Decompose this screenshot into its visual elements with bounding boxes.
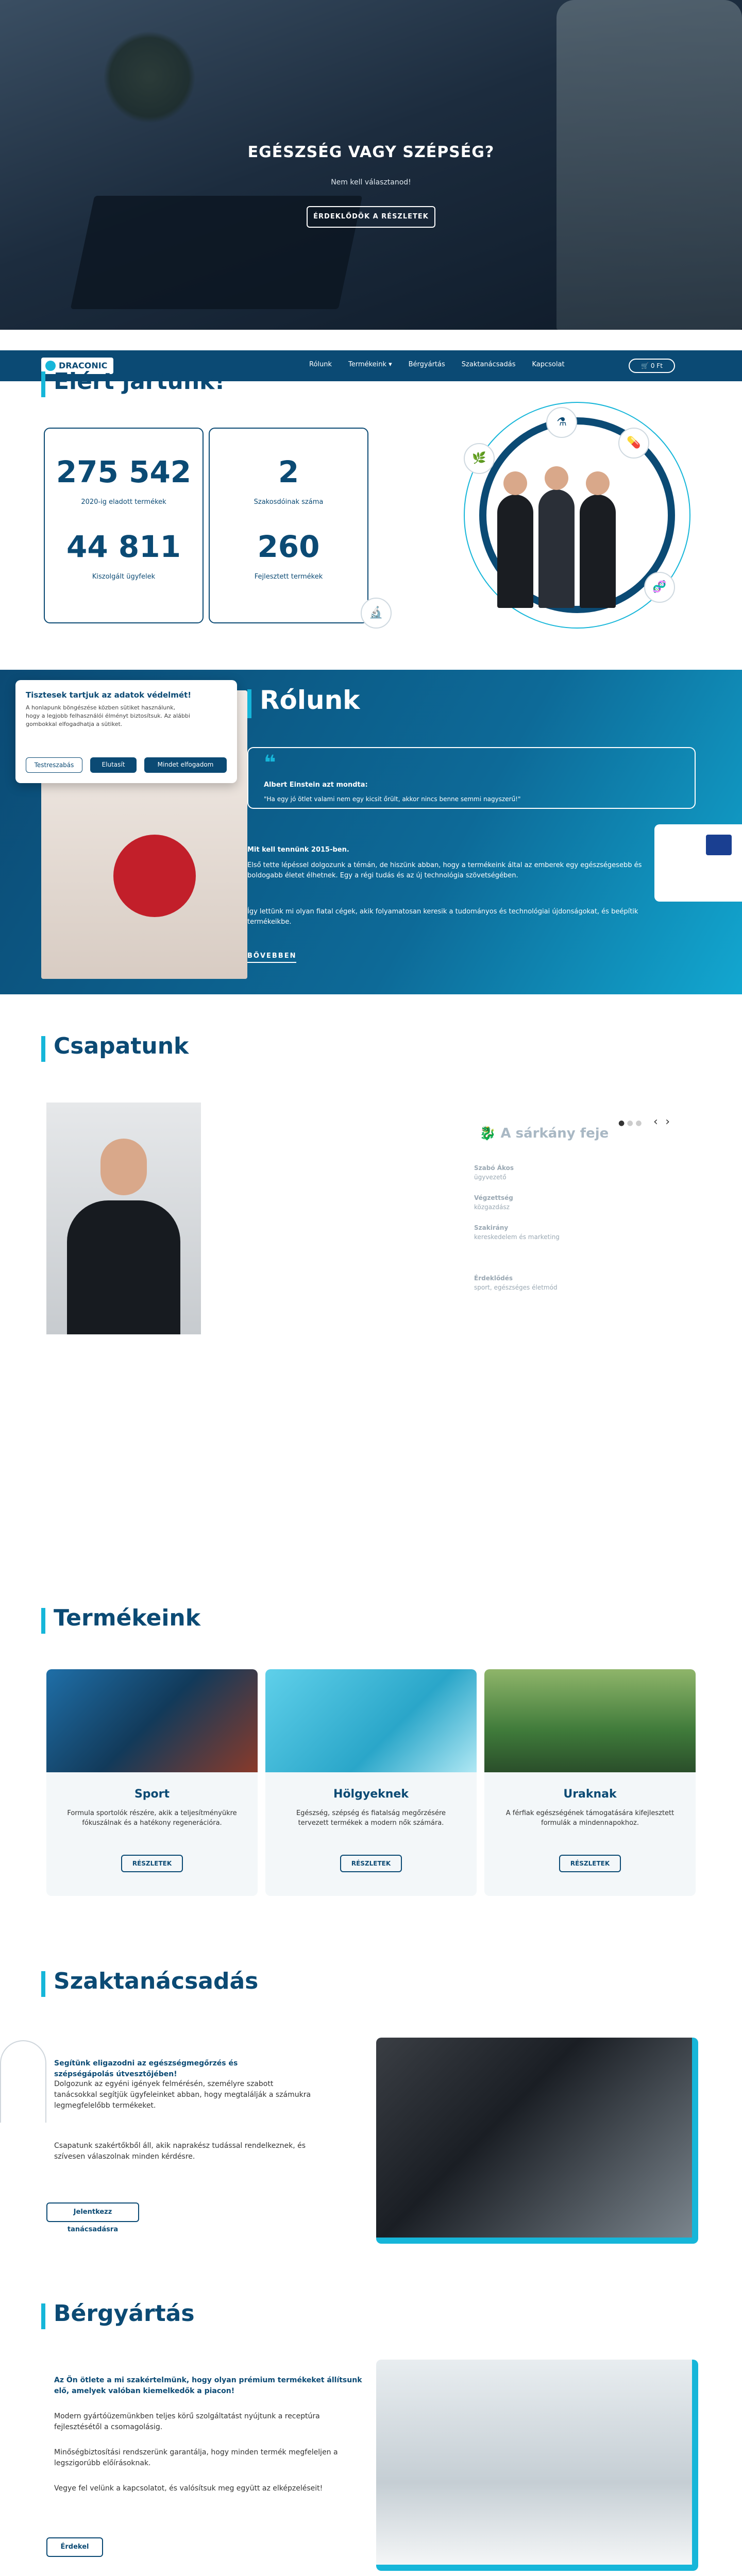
hero-subtitle: Nem kell választanod! [331,178,411,187]
cookie-consent-dialog [15,680,237,783]
stat-label: Fejlesztett termékek [254,573,323,581]
contract-lead: Az Ön ötlete a mi szakértelmünk, hogy olyan prémium termékeket állítsunk elő, amelyek valóban kiemelkedők a piacon! [54,2376,362,2395]
cookie-title: Tisztesek tartjuk az adatok védelmét! [26,690,192,700]
eu-funding-badge[interactable] [654,824,742,902]
team-member-photo [46,1103,201,1334]
consult-title-text: Szaktanácsadás [54,1968,259,1994]
product-name: Hölgyeknek [333,1788,409,1801]
quote-text: "Ha egy jó ötlet valami nem egy kicsit őrült, akkor nincs benne semmi nagyszerű!" [264,795,521,803]
menu [309,361,565,368]
product-desc: Formula sportolók részére, akik a teljesítményükre fókuszálnak és a hatékony regenerációra. [67,1809,237,1827]
team-title [41,1033,189,1059]
contract-photo [376,2360,698,2571]
nav-item-consult[interactable]: Szaktanácsadás [461,361,516,368]
contract-text: Minőségbiztosítási rendszerünk garantálja, hogy minden termék megfeleljen a legszigorúbb előírásoknak. [54,2448,338,2467]
consult-text: Dolgozunk az egyéni igények felmérésén, személyre szabott tanácsokkal segítjük ügyfeleinket abban, hogy megtalálják a számukra legmegfelelőbb termékeket. [54,2080,311,2110]
stats-title-text: Elért jártunk! [54,368,225,395]
product-name: Sport [134,1788,170,1801]
cookie-settings-button[interactable]: Testreszabás [26,757,82,773]
contract-text: Vegye fel velünk a kapcsolatot, és valósítsuk meg együtt az elképzeléseit! [54,2484,323,2493]
stats-title [41,368,225,395]
cart-icon: 🛒 [641,362,651,369]
carousel-dot[interactable]: ● [627,1119,633,1127]
team-row-value: ügyvezető [474,1174,507,1181]
carousel-dot[interactable]: ● [618,1119,625,1127]
about-year-title: Mit kell tennünk 2015-ben. [247,846,349,854]
capsule-icon: 💊 [618,428,649,459]
nav-item-contact[interactable]: Kapcsolat [532,361,565,368]
hero-title: EGÉSZSÉG VAGY SZÉPSÉG? [247,143,495,161]
consult-photo [376,2038,698,2244]
team-member-figure [580,495,616,608]
team-member-head [586,471,610,495]
apple-image [113,835,196,917]
team-row-value: közgazdász [474,1204,510,1211]
stat-value: 275 542 [56,454,192,489]
team-member-head [503,471,527,495]
dna-icon: 🧬 [644,572,675,603]
team-row-key: Érdeklődés [474,1275,513,1282]
consult-text: Csapatunk szakértőkből áll, akik naprakész tudással rendelkeznek, és szívesen válaszolnak minden kérdésre. [54,2142,306,2161]
product-desc: A férfiak egészségének támogatására kifejlesztett formulák a mindennapokhoz. [505,1809,674,1827]
quote-box [247,747,696,809]
cookie-text: A honlapunk böngészése közben sütiket használunk, hogy a legjobb felhasználói élményt biztosítsuk. Az alábbi gombokkal elfogadhatja a sütiket. [26,704,190,727]
nav-item-about[interactable]: Rólunk [309,361,332,368]
title-bar [41,1608,45,1634]
team-row-key: Végzettség [474,1194,513,1201]
men-image [484,1669,696,1772]
team-member-name [479,1126,609,1141]
chevron-left-icon[interactable]: ‹ [653,1115,658,1128]
team-member-name-text: A sárkány feje [500,1126,609,1141]
stat-label: Kiszolgált ügyfelek [92,573,156,581]
consult-lead: Segítünk eligazodni az egészségmegőrzés és szépségápolás útvesztőjében! [54,2059,238,2078]
title-bar [41,1036,45,1062]
team-member-figure [538,489,575,608]
stat-value: 2 [278,454,299,489]
microscope-icon: 🔬 [361,598,392,629]
title-bar [41,1971,45,1997]
team-row-value: kereskedelem és marketing [474,1233,560,1241]
team-row-key: Szabó Ákos [474,1164,514,1172]
stat-box-left [44,428,204,623]
product-card-men[interactable] [484,1669,696,1896]
quote-icon: ❝ [264,751,276,775]
products-title [41,1605,200,1631]
title-bar [41,371,45,397]
nav-item-products[interactable]: Termékeink ▾ [348,361,392,368]
about-title [247,685,360,715]
carousel-dot[interactable]: ● [635,1119,642,1127]
dragon-icon: 🐉 [479,1126,501,1141]
title-bar [247,689,251,718]
product-desc: Egészség, szépség és fiatalság megőrzésére tervezett termékek a modern nők számára. [296,1809,446,1827]
contract-interest-button[interactable]: Érdekel [46,2537,103,2557]
member-body [67,1200,180,1334]
stat-label: Szakosdóinak száma [254,498,324,506]
nav-item-contract[interactable]: Bérgyártás [408,361,445,368]
product-card-sport[interactable] [46,1669,258,1896]
stat-value: 44 811 [66,529,181,564]
product-details-button[interactable]: RÉSZLETEK [559,1855,621,1872]
products-title-text: Termékeink [54,1605,200,1631]
team-row-value: sport, egészséges életmód [474,1284,558,1291]
team-member-figure [497,495,533,608]
consultant-outline-icon [0,2040,46,2123]
eu-flag-icon [706,835,732,855]
consult-title [41,1968,258,1994]
member-head [100,1139,147,1195]
about-paragraph: Első tette lépéssel dolgozunk a témán, de hiszünk abban, hogy a termékeink által az emberek egy egészségesebb és boldogabb életet élhetnek. Egy a régi tudás és az új technológia szövetségében. [247,861,642,879]
cart-total: 0 Ft [650,362,663,369]
contract-title [41,2300,195,2327]
flask-icon: ⚗ [546,407,577,438]
logo-text: DRACONIC [59,361,108,370]
contract-title-text: Bérgyártás [54,2300,195,2327]
about-paragraph: Így lettünk mi olyan fiatal cégek, akik folyamatosan keresik a tudományos és technológiai újdonságokat, és beépítik termékeikbe. [247,908,638,926]
product-name: Uraknak [563,1788,617,1801]
cookie-reject-button[interactable]: Elutasít [90,757,137,773]
chevron-right-icon[interactable]: › [665,1115,670,1128]
about-more-link[interactable]: BŐVEBBEN [247,952,296,963]
stat-label: 2020-ig eladott termékek [81,498,166,506]
plant-decoration [103,31,196,124]
stat-box-right [209,428,368,623]
women-image [265,1669,477,1772]
product-card-women[interactable] [265,1669,477,1896]
carousel-nav [618,1115,670,1128]
hero-banner [0,0,742,330]
about-title-text: Rólunk [260,685,360,715]
product-details-button[interactable]: RÉSZLETEK [121,1855,183,1872]
sport-image [46,1669,258,1772]
product-details-button[interactable]: RÉSZLETEK [340,1855,402,1872]
title-bar [41,2303,45,2329]
cart-button[interactable] [629,359,675,373]
team-title-text: Csapatunk [54,1033,189,1059]
stat-value: 260 [257,529,320,564]
contract-text: Modern gyártóüzemünkben teljes körű szolgáltatást nyújtunk a receptúra fejlesztésétől a csomagolásig. [54,2412,320,2431]
hero-person-image [556,0,742,330]
quote-author: Albert Einstein azt mondta: [264,781,368,789]
leaf-icon: 🌿 [464,443,495,474]
hero-cta-button[interactable]: ÉRDEKLŐDÖK A RÉSZLETEK [307,206,435,228]
team-member-head [545,466,568,490]
team-row-key: Szakirány [474,1224,509,1231]
consult-apply-button[interactable]: Jelentkezz tanácsadásra [46,2202,139,2222]
cookie-accept-button[interactable]: Mindet elfogadom [144,757,227,773]
